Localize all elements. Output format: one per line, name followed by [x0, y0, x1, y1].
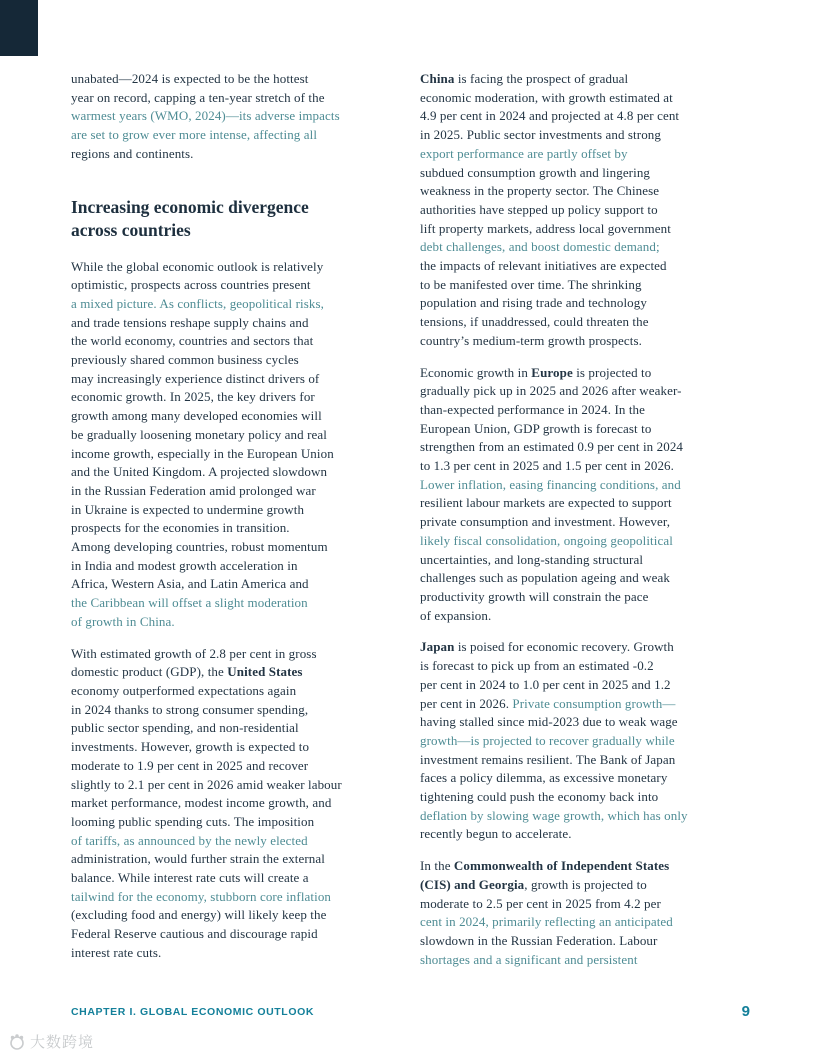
text-line: having stalled since mid-2023 due to weak wage: [420, 714, 678, 730]
text-line: and the United Kingdom. A projected slowdown: [71, 464, 328, 480]
page-footer: [71, 1003, 750, 1020]
text-line: Lower inflation, easing financing conditions, and: [420, 476, 681, 492]
right-column: [420, 70, 754, 982]
text-line: public sector spending, and non-residential: [71, 720, 299, 736]
paragraph: [71, 645, 401, 963]
section-heading: [71, 196, 401, 243]
text-line: economic growth. In 2025, the key drivers for: [71, 389, 315, 405]
text-line: weakness in the property sector. The Chinese: [420, 183, 660, 199]
text-line: Increasing economic divergence: [71, 196, 309, 217]
text-line: in India and modest growth acceleration in: [71, 557, 298, 573]
text-line: growth among many developed economies will: [71, 408, 322, 424]
text-line: the Caribbean will offset a slight moderation: [71, 595, 308, 611]
text-line: European Union, GDP growth is forecast to: [420, 420, 652, 436]
text-line: balance. While interest rate cuts will create a: [71, 870, 309, 886]
text-line: in 2025. Public sector investments and strong: [420, 127, 662, 143]
text-line: (excluding food and energy) will likely keep the: [71, 907, 327, 923]
text-line: Federal Reserve cautious and discourage rapid: [71, 926, 318, 942]
watermark-logo-icon: [7, 1032, 27, 1052]
text-line: Among developing countries, robust momentum: [71, 539, 328, 555]
text-line: interest rate cuts.: [71, 944, 162, 960]
text-line: growth—is projected to recover gradually while: [420, 732, 675, 748]
text-line: optimistic, prospects across countries present: [71, 277, 311, 293]
text-line: faces a policy dilemma, as excessive monetary: [420, 770, 668, 786]
text-line: likely fiscal consolidation, ongoing geopolitical: [420, 532, 673, 548]
text-line: administration, would further strain the external: [71, 851, 325, 867]
text-line: lift property markets, address local government: [420, 220, 671, 236]
text-line: economic moderation, with growth estimated at: [420, 89, 673, 105]
text-line: challenges such as population ageing and weak: [420, 570, 670, 586]
paragraph: [420, 364, 754, 626]
text-line: population and rising trade and technology: [420, 295, 647, 311]
text-line: tensions, if unaddressed, could threaten the: [420, 314, 649, 330]
text-line: moderate to 2.5 per cent in 2025 from 4.2 per: [420, 895, 661, 911]
page-number: 9: [741, 1003, 750, 1020]
text-line: With estimated growth of 2.8 per cent in gross: [71, 645, 317, 661]
text-line: are set to grow ever more intense, affecting all: [71, 127, 318, 143]
text-line: (CIS) and Georgia, growth is projected to: [420, 876, 647, 892]
text-line: in Ukraine is expected to undermine growth: [71, 501, 305, 517]
text-line: than-expected performance in 2024. In the: [420, 401, 646, 417]
text-line: previously shared common business cycles: [71, 352, 299, 368]
text-line: income growth, especially in the European Union: [71, 445, 334, 461]
text-line: looming public spending cuts. The imposition: [71, 813, 315, 829]
text-line: In the Commonwealth of Independent States: [420, 858, 670, 874]
text-line: domestic product (GDP), the United States: [71, 664, 303, 680]
text-line: productivity growth will constrain the pace: [420, 588, 649, 604]
text-line: a mixed picture. As conflicts, geopolitical risks,: [71, 295, 325, 311]
text-line: market performance, modest income growth, and: [71, 795, 332, 811]
page-corner-accent: [0, 0, 38, 56]
footer-chapter-label: CHAPTER I. GLOBAL ECONOMIC OUTLOOK: [71, 1005, 315, 1018]
paragraph: [71, 70, 401, 164]
text-line: moderate to 1.9 per cent in 2025 and recover: [71, 757, 309, 773]
text-line: may increasingly experience distinct drivers of: [71, 370, 320, 386]
text-line: economy outperformed expectations again: [71, 682, 297, 698]
text-line: of growth in China.: [71, 613, 175, 629]
text-line: to be manifested over time. The shrinking: [420, 276, 642, 292]
paragraph: [420, 638, 754, 844]
text-line: year on record, capping a ten-year stretch of the: [71, 89, 325, 105]
text-line: country’s medium-term growth prospects.: [420, 332, 642, 348]
text-line: slowdown in the Russian Federation. Labour: [420, 932, 658, 948]
text-line: of expansion.: [420, 607, 492, 623]
text-line: export performance are partly offset by: [420, 145, 628, 161]
text-line: gradually pick up in 2025 and 2026 after weaker-: [420, 383, 682, 399]
text-line: in 2024 thanks to strong consumer spending,: [71, 701, 309, 717]
left-column: [71, 70, 401, 976]
text-line: across countries: [71, 220, 191, 241]
text-line: warmest years (WMO, 2024)—its adverse impacts: [71, 108, 340, 124]
text-line: be gradually loosening monetary policy and real: [71, 426, 327, 442]
text-line: and trade tensions reshape supply chains and: [71, 314, 309, 330]
text-line: is forecast to pick up from an estimated -0.2: [420, 658, 654, 674]
text-line: Japan is poised for economic recovery. Growth: [420, 639, 674, 655]
text-line: While the global economic outlook is relatively: [71, 258, 324, 274]
text-line: of tariffs, as announced by the newly elected: [71, 832, 308, 848]
text-line: to 1.3 per cent in 2025 and 1.5 per cent in 2026.: [420, 458, 675, 474]
text-line: shortages and a significant and persistent: [420, 951, 638, 967]
text-line: recently begun to accelerate.: [420, 826, 572, 842]
text-line: per cent in 2024 to 1.0 per cent in 2025 and 1.2: [420, 676, 671, 692]
text-line: debt challenges, and boost domestic demand;: [420, 239, 660, 255]
paragraph: [71, 258, 401, 632]
text-line: regions and continents.: [71, 145, 194, 161]
paragraph: [420, 70, 754, 351]
text-line: deflation by slowing wage growth, which has only: [420, 807, 688, 823]
text-line: investments. However, growth is expected to: [71, 739, 310, 755]
text-line: per cent in 2026. Private consumption growth—: [420, 695, 676, 711]
text-line: authorities have stepped up policy support to: [420, 201, 658, 217]
text-line: unabated—2024 is expected to be the hottest: [71, 71, 309, 86]
text-line: slightly to 2.1 per cent in 2026 amid weaker labour: [71, 776, 342, 792]
text-line: in the Russian Federation amid prolonged war: [71, 482, 316, 498]
text-line: investment remains resilient. The Bank of Japan: [420, 751, 676, 767]
text-line: strengthen from an estimated 0.9 per cent in 2024: [420, 439, 684, 455]
text-line: tightening could push the economy back into: [420, 789, 659, 805]
text-line: China is facing the prospect of gradual: [420, 71, 629, 86]
text-line: Africa, Western Asia, and Latin America and: [71, 576, 309, 592]
text-line: 4.9 per cent in 2024 and projected at 4.8 per cent: [420, 108, 680, 124]
text-line: resilient labour markets are expected to support: [420, 495, 672, 511]
text-line: private consumption and investment. However,: [420, 514, 671, 530]
text-line: Economic growth in Europe is projected to: [420, 364, 652, 380]
text-line: tailwind for the economy, stubborn core inflation: [71, 888, 332, 904]
text-line: prospects for the economies in transition.: [71, 520, 290, 536]
text-line: subdued consumption growth and lingering: [420, 164, 651, 180]
text-line: the world economy, countries and sectors that: [71, 333, 314, 349]
text-line: the impacts of relevant initiatives are expected: [420, 258, 667, 274]
text-line: cent in 2024, primarily reflecting an anticipated: [420, 914, 673, 930]
paragraph: [420, 857, 754, 969]
watermark: [7, 1031, 94, 1052]
watermark-text: 大数跨境: [30, 1034, 95, 1051]
text-line: uncertainties, and long-standing structural: [420, 551, 644, 567]
